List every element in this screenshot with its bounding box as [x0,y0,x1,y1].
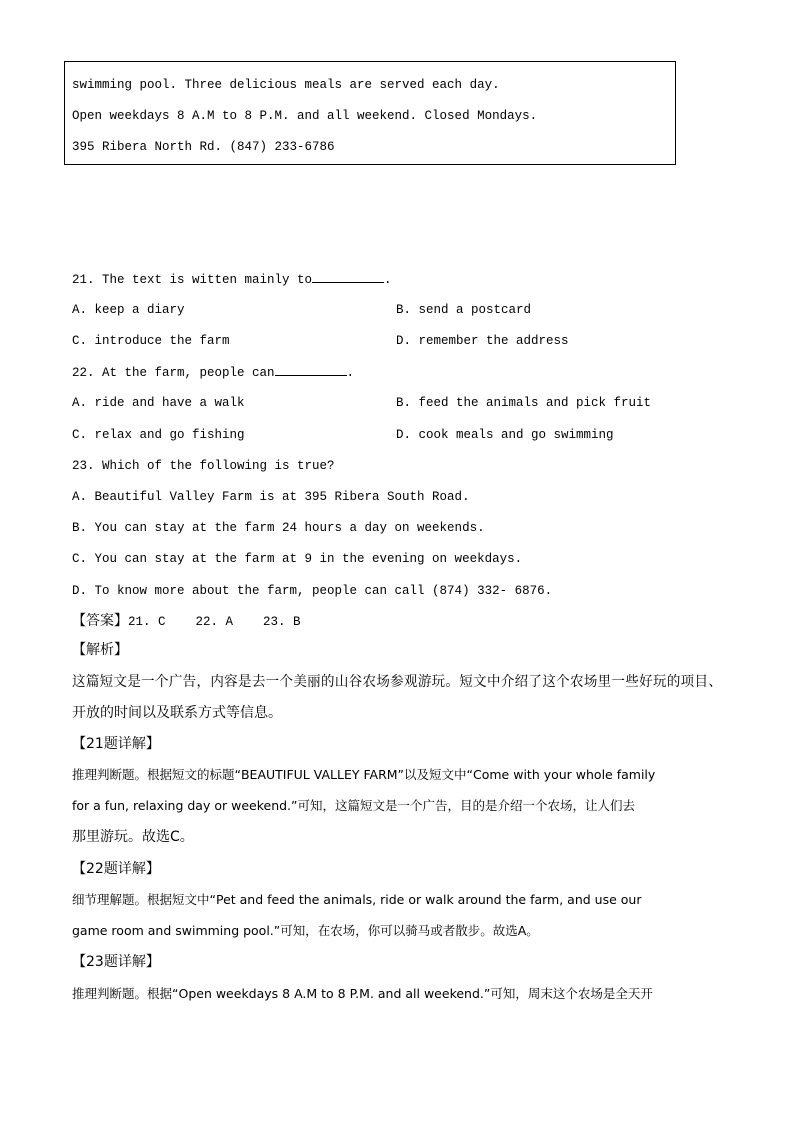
detail-21-line-2: for a fun, relaxing day or weekend.”可知，这篇短文是一个广告，目的是介绍一个农场，让人们去 [72,798,635,813]
question-23-option-c: C. You can stay at the farm at 9 in the evening on weekdays. [72,552,523,566]
question-21-end: . [384,273,392,287]
answer-blank [312,270,384,283]
question-22-option-c: C. relax and go fishing [72,428,245,442]
detail-22-line-1: 细节理解题。根据短文中“Pet and feed the animals, ride or walk around the farm, and use our [72,892,642,907]
question-22-option-a: A. ride and have a walk [72,396,245,410]
question-22-text: 22. At the farm, people can [72,366,275,380]
detail-23-label: 【23题详解】 [72,954,160,970]
question-21-option-d: D. remember the address [396,334,569,348]
question-21-option-c: C. introduce the farm [72,334,230,348]
question-21-stem [72,270,392,289]
detail-21-line-1: 推理判断题。根据短文的标题“BEAUTIFUL VALLEY FARM”以及短文中“Come with your whole family [72,767,656,782]
question-23-option-a: A. Beautiful Valley Farm is at 395 Ribera South Road. [72,490,470,504]
detail-23-line-1: 推理判断题。根据“Open weekdays 8 A.M to 8 P.M. and all weekend.”可知，周末这个农场是全天开 [72,986,653,1001]
answer-value: 21. C 22. A 23. B [128,615,301,629]
question-22-stem [72,363,354,382]
question-21-option-b: B. send a postcard [396,303,532,317]
ad-line-1: swimming pool. Three delicious meals are served each day. [72,78,500,92]
detail-21-label: 【21题详解】 [72,736,160,752]
answer-blank [275,363,347,376]
question-21-text: 21. The text is witten mainly to [72,273,313,287]
detail-21-line-3: 那里游玩。故选C。 [72,829,194,845]
analysis-label: 【解析】 [72,642,128,658]
question-22-end: . [346,366,355,380]
detail-22-label: 【22题详解】 [72,861,160,877]
question-23-option-b: B. You can stay at the farm 24 hours a day on weekends. [72,521,485,535]
ad-line-3: 395 Ribera North Rd. (847) 233-6786 [72,140,335,154]
question-22-option-b: B. feed the animals and pick fruit [396,396,652,410]
ad-line-2: Open weekdays 8 A.M to 8 P.M. and all weekend. Closed Mondays. [72,109,538,123]
detail-22-line-2: game room and swimming pool.”可知，在农场，你可以骑马或者散步。故选A。 [72,923,539,938]
analysis-line-2: 开放的时间以及联系方式等信息。 [72,705,282,721]
question-22-option-d: D. cook meals and go swimming [396,428,614,442]
question-23-option-d: D. To know more about the farm, people can call (874) 332- 6876. [72,584,553,598]
question-21-option-a: A. keep a diary [72,303,185,317]
answer-label: 【答案】 [72,613,128,629]
answer-line [72,611,301,631]
question-23-stem: 23. Which of the following is true? [72,459,335,473]
analysis-line-1: 这篇短文是一个广告，内容是去一个美丽的山谷农场参观游玩。短文中介绍了这个农场里一些好玩的项目、 [72,674,723,690]
